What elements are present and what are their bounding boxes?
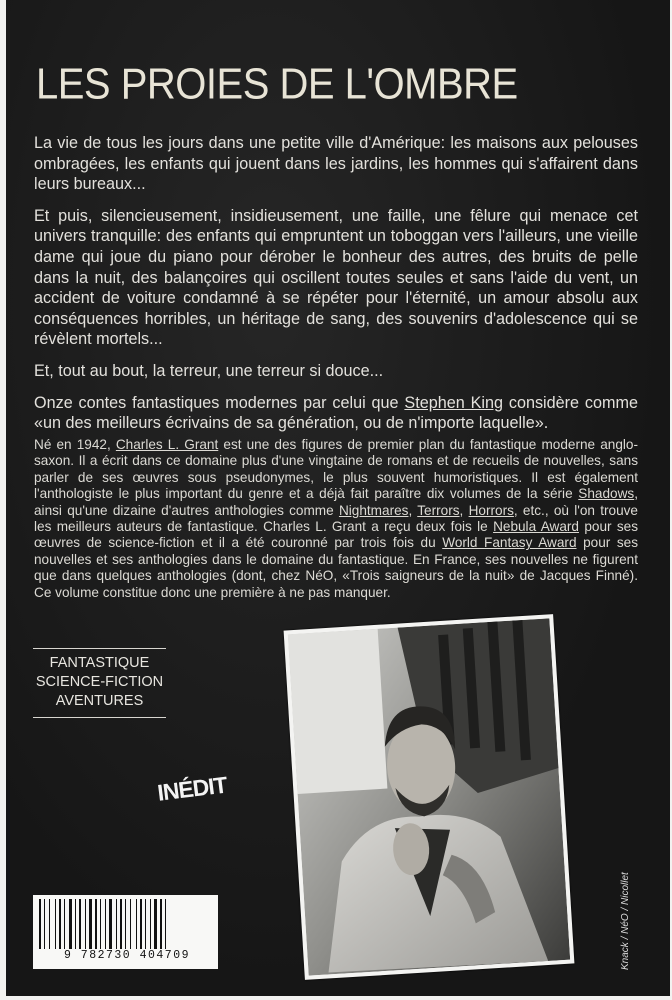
- synopsis-paragraph-4: [34, 393, 638, 434]
- genre-aventures: AVENTURES: [55, 693, 144, 709]
- series-shadows: Shadows: [578, 486, 635, 502]
- bio-text: pour ses œuvres de science-fiction et il a été couronné par trois fois du: [34, 519, 638, 551]
- synopsis-text: considère comme «un des meilleurs écrivains de sa génération, ou de n'importe laquelle».: [34, 393, 638, 433]
- author-biography: [34, 437, 638, 601]
- barcode-bar: [95, 899, 97, 949]
- author-name: Charles L. Grant: [115, 437, 219, 452]
- bio-text: ,: [459, 502, 469, 518]
- barcode-bar: [89, 899, 92, 949]
- genre-list: [33, 648, 166, 718]
- bio-text: ,: [408, 502, 418, 518]
- bio-text: , etc., où l'on trouve les meilleurs auteurs de fantastique. Charles L. Grant a reçu deux fois le: [34, 502, 638, 535]
- barcode-bar: [140, 899, 142, 949]
- author-photo: [284, 614, 575, 980]
- barcode-bar: [85, 899, 86, 949]
- synopsis: [34, 133, 638, 445]
- barcode-bar: [125, 899, 126, 949]
- barcode-bar: [116, 899, 117, 949]
- stephen-king-name: Stephen King: [404, 393, 503, 412]
- barcode-bar: [154, 899, 157, 949]
- genre-science-fiction: SCIENCE-FICTION: [35, 674, 164, 690]
- barcode-bar: [145, 899, 146, 949]
- barcode-bar: [165, 899, 166, 949]
- barcode-bar: [136, 899, 137, 949]
- barcode-bar: [49, 899, 50, 949]
- bio-text: Né en 1942,: [34, 437, 116, 452]
- isbn-number: 9 782730 404709: [37, 949, 217, 962]
- synopsis-paragraph-2: Et puis, silencieusement, insidieusement, une faille, une fêlure qui menace cet univers tranquille: des enfants qui empruntent un toboggan vers l'ailleurs, une vieille dame qui joue du piano pour dérober le bonheur des autres, des bruits de pelle dans la nuit, des balançoires qui oscillent toutes seules et sans l'aide du vent, un accident de voiture condamné à se répéter pour l'éternité, un amour absolu aux conséquences horribles, un héritage de sang, des souvenirs d'adolescence qui se révèlent mortels...: [34, 206, 638, 349]
- barcode-bar: [64, 899, 65, 949]
- barcode-bar: [79, 899, 81, 949]
- barcode-bar: [69, 899, 72, 949]
- barcode-bar: [130, 899, 131, 949]
- barcode-bar: [150, 899, 151, 949]
- world-fantasy-award: World Fantasy Award: [442, 535, 577, 551]
- barcode-bar: [109, 899, 112, 949]
- anthology-horrors: Horrors: [468, 502, 514, 518]
- bio-text: pour ses nouvelles et ses anthologies dans le domaine du fantastique. En France, ses nouvelles ne figurent que dans quelques anthologies (dont, chez NéO, «Trois saigneurs de la nuit» de Jacques Finné). Ce volume constitue donc une première à ne pas manquer.: [34, 535, 639, 600]
- barcode-bar: [39, 899, 41, 949]
- synopsis-paragraph-3: Et, tout au bout, la terreur, une terreur si douce...: [34, 361, 384, 380]
- bio-text: est une des figures de premier plan du fantastique moderne anglo-saxon. Il a écrit dans ce domaine plus d'une vingtaine de romans et de recueils de nouvelles, sans parler de ses œuvres sous pseudonymes, le plus souvent humoristiques. Il est également l'anthologiste le plus important du genre et a déjà fait paraître dix volumes de la série: [34, 437, 638, 502]
- barcode-bar: [100, 899, 101, 949]
- author-portrait-image: [288, 618, 570, 975]
- barcode-bar: [44, 899, 45, 949]
- barcode-bar: [55, 899, 56, 949]
- synopsis-text: Onze contes fantastiques modernes par celui que: [34, 393, 405, 412]
- book-title: LES PROIES DE L'OMBRE: [36, 60, 518, 109]
- bio-text: , ainsi qu'une dizaine d'autres anthologies comme: [34, 486, 638, 518]
- photo-credit: Knack / NéO / Nicollet: [620, 872, 631, 970]
- barcode-bar: [105, 899, 106, 949]
- nebula-award: Nebula Award: [493, 519, 579, 535]
- barcode-bar: [160, 899, 162, 949]
- book-back-cover: [6, 0, 670, 996]
- genre-fantastique: FANTASTIQUE: [49, 655, 150, 671]
- anthology-nightmares: Nightmares: [338, 502, 409, 518]
- barcode-bar: [75, 899, 76, 949]
- synopsis-paragraph-1: La vie de tous les jours dans une petite ville d'Amérique: les maisons aux pelouses ombragées, les enfants qui jouent dans les jardins, les hommes qui s'affairent dans leurs bureaux...: [34, 134, 638, 194]
- anthology-terrors: Terrors: [417, 502, 460, 518]
- barcode-bar: [120, 899, 122, 949]
- barcode-bar: [59, 899, 61, 949]
- inedit-badge: INÉDIT: [156, 771, 229, 806]
